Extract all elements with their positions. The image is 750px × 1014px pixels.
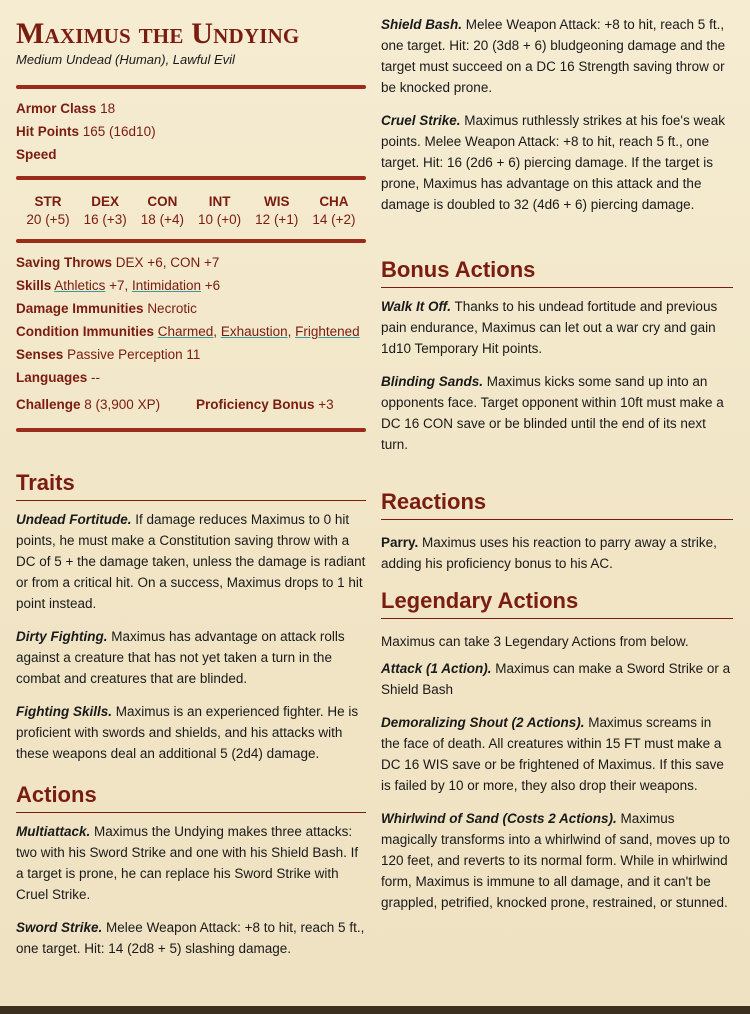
left-column: [16, 0, 366, 971]
feature-entry: [16, 626, 366, 689]
ability-score: 14 (+2): [312, 212, 356, 227]
saving-throws-line: [16, 251, 366, 274]
damage-immunities-label: Damage Immunities: [16, 301, 144, 316]
reactions-list: [381, 532, 733, 574]
feature-name: Multiattack.: [16, 824, 91, 839]
ability-str: [22, 192, 74, 227]
monster-name: Maximus the Undying: [16, 17, 300, 50]
armor-class-line: [16, 97, 366, 120]
monster-type: Medium Undead (Human), Lawful Evil: [16, 52, 235, 67]
feature-name: Walk It Off.: [381, 299, 452, 314]
saving-throws-value: DEX +6, CON +7: [115, 255, 220, 270]
hit-points-value: 165 (16d10): [82, 124, 156, 139]
condition-charmed-link[interactable]: Charmed: [157, 324, 214, 339]
ability-int: [194, 192, 246, 227]
skills-label: Skills: [16, 278, 52, 293]
condition-immunities-label: Condition Immunities: [16, 324, 154, 339]
feature-name: Undead Fortitude.: [16, 512, 132, 527]
speed-line: [16, 143, 366, 166]
languages-line: [16, 366, 366, 389]
feature-text: Maximus can make a Sword Strike or a Shield Bash: [381, 661, 731, 697]
feature-text: Maximus has advantage on attack rolls against a creature that has not yet taken a turn in the combat and creatures that are blinded.: [16, 629, 345, 686]
feature-name: Shield Bash.: [381, 17, 463, 32]
skill-athletics-bonus: +7,: [105, 278, 132, 293]
list-separator: ,: [213, 324, 221, 339]
feature-entry: [381, 532, 733, 574]
ability-cha: [308, 192, 360, 227]
skill-intimidation-bonus: +6: [201, 278, 221, 293]
feature-entry: [16, 821, 366, 905]
feature-name: Whirlwind of Sand (Costs 2 Actions).: [381, 811, 617, 826]
ability-scores: [16, 192, 366, 227]
senses-line: [16, 343, 366, 366]
feature-entry: [381, 658, 733, 700]
ability-score: 20 (+5): [26, 212, 70, 227]
challenge: [16, 393, 196, 416]
feature-entry: [381, 296, 733, 359]
feature-entry: [381, 371, 733, 455]
ability-name: CON: [147, 194, 178, 209]
feature-name: Blinding Sands.: [381, 374, 484, 389]
feature-entry: [16, 701, 366, 764]
feature-text: Maximus screams in the face of death. All creatures within 15 FT must make a DC 16 WIS save or be frightened of Maximus. If this save is failed by 10 or more, they also drop their weapons.: [381, 715, 724, 793]
ability-name: DEX: [91, 194, 120, 209]
divider: [16, 239, 366, 243]
armor-class-value: 18: [100, 101, 116, 116]
feature-text: Maximus magically transforms into a whirlwind of sand, moves up to 120 feet, and reverts to its normal form. While in whirlwind form, Maximus is immune to all damage, and it can't be grappled, petrified, knocked prone, restrained, or stunned.: [381, 811, 730, 910]
feature-entry: [16, 917, 366, 959]
hit-points-label: Hit Points: [16, 124, 79, 139]
proficiency-value: +3: [318, 397, 334, 412]
feature-name: Demoralizing Shout (2 Actions).: [381, 715, 585, 730]
actions-list: [16, 821, 366, 959]
feature-text: Melee Weapon Attack: +8 to hit, reach 5 ft., one target. Hit: 20 (3d8 + 6) bludgeoning damage and the target must succeed on a DC 16 Strength saving throw or be knocked prone.: [381, 17, 726, 95]
feature-text: Melee Weapon Attack: +8 to hit, reach 5 ft., one target. Hit: 14 (2d8 + 5) slashing damage.: [16, 920, 365, 956]
divider: [16, 176, 366, 180]
damage-immunities-line: [16, 297, 366, 320]
detail-properties: [16, 251, 366, 416]
feature-name: Parry.: [381, 535, 419, 550]
traits-heading: Traits: [16, 470, 366, 501]
speed-label: Speed: [16, 147, 57, 162]
bonus-actions-list: [381, 296, 733, 455]
feature-name: Fighting Skills.: [16, 704, 113, 719]
legendary-actions-intro: Maximus can take 3 Legendary Actions from below.: [381, 634, 689, 649]
challenge-label: Challenge: [16, 397, 81, 412]
skills-line: [16, 274, 366, 297]
senses-label: Senses: [16, 347, 64, 362]
skill-intimidation-link[interactable]: Intimidation: [131, 278, 202, 293]
ability-wis: [251, 192, 303, 227]
ability-con: [136, 192, 188, 227]
ability-score: 18 (+4): [140, 212, 184, 227]
feature-entry: [381, 110, 733, 215]
proficiency-label: Proficiency Bonus: [196, 397, 315, 412]
damage-immunities-value: Necrotic: [147, 301, 197, 316]
saving-throws-label: Saving Throws: [16, 255, 113, 270]
divider: [16, 428, 366, 432]
languages-label: Languages: [16, 370, 88, 385]
bonus-actions-heading: Bonus Actions: [381, 257, 733, 288]
ability-score: 10 (+0): [197, 212, 242, 227]
legendary-actions-list: [381, 658, 733, 913]
feature-name: Attack (1 Action).: [381, 661, 492, 676]
feature-name: Sword Strike.: [16, 920, 103, 935]
feature-entry: [381, 808, 733, 913]
ability-score: 12 (+1): [255, 212, 299, 227]
ability-score: 16 (+3): [83, 212, 127, 227]
feature-entry: [16, 509, 366, 614]
condition-exhaustion-link[interactable]: Exhaustion: [220, 324, 288, 339]
hit-points-line: [16, 120, 366, 143]
core-stats: [16, 97, 366, 166]
ability-name: INT: [208, 194, 231, 209]
actions-heading: Actions: [16, 782, 366, 813]
armor-class-label: Armor Class: [16, 101, 97, 116]
feature-entry: [381, 14, 733, 98]
challenge-value: 8 (3,900 XP): [84, 397, 161, 412]
ability-name: WIS: [264, 194, 290, 209]
ability-dex: [79, 192, 131, 227]
actions-list-continued: [381, 14, 733, 215]
ability-name: STR: [34, 194, 62, 209]
feature-text: Maximus the Undying makes three attacks: two with his Sword Strike and one with his Shield Bash. If a target is prone, he can replace his Sword Strike with Cruel Strike.: [16, 824, 359, 902]
divider: [16, 85, 366, 89]
challenge-line: [16, 393, 366, 416]
ability-name: CHA: [319, 194, 349, 209]
feature-name: Cruel Strike.: [381, 113, 461, 128]
right-column: [381, 0, 733, 925]
feature-entry: [381, 712, 733, 796]
condition-frightened-link[interactable]: Frightened: [295, 324, 360, 339]
feature-name: Dirty Fighting.: [16, 629, 108, 644]
proficiency-bonus: [196, 393, 334, 416]
feature-text: Thanks to his undead fortitude and previous pain endurance, Maximus can let out a war cry and gain 1d10 Temporary Hit points.: [381, 299, 718, 356]
languages-value: --: [91, 370, 101, 385]
feature-text: Maximus is an experienced fighter. He is proficient with swords and shields, and his attacks with these weapons deal an additional 5 (2d4) damage.: [16, 704, 359, 761]
feature-text: Maximus kicks some sand up into an opponents face. Target opponent within 10ft must make a DC 16 CON save or be blinded until the end of its next turn.: [381, 374, 724, 452]
feature-text: Maximus uses his reaction to parry away a strike, adding his proficiency bonus to his AC.: [381, 535, 717, 571]
feature-text: If damage reduces Maximus to 0 hit points, he must make a Constitution saving throw with a DC of 5 + the damage taken, unless the damage is radiant or from a critical hit. On a success, Maximus drops to 1 hit point instead.: [16, 512, 366, 611]
traits-list: [16, 509, 366, 764]
list-separator: ,: [287, 324, 296, 339]
legendary-actions-heading: Legendary Actions: [381, 588, 733, 619]
feature-text: Maximus ruthlessly strikes at his foe's weak points. Melee Weapon Attack: +8 to hit, reach 5 ft., one target. Hit: 16 (2d6 + 6) piercing damage. If the target is prone, Maximus has advantage on this attack and the damage is doubled to 32 (4d6 + 6) piercing damage.: [381, 113, 725, 212]
skill-athletics-link[interactable]: Athletics: [54, 278, 106, 293]
senses-value: Passive Perception 11: [67, 347, 201, 362]
condition-immunities-line: [16, 320, 366, 343]
reactions-heading: Reactions: [381, 489, 733, 520]
